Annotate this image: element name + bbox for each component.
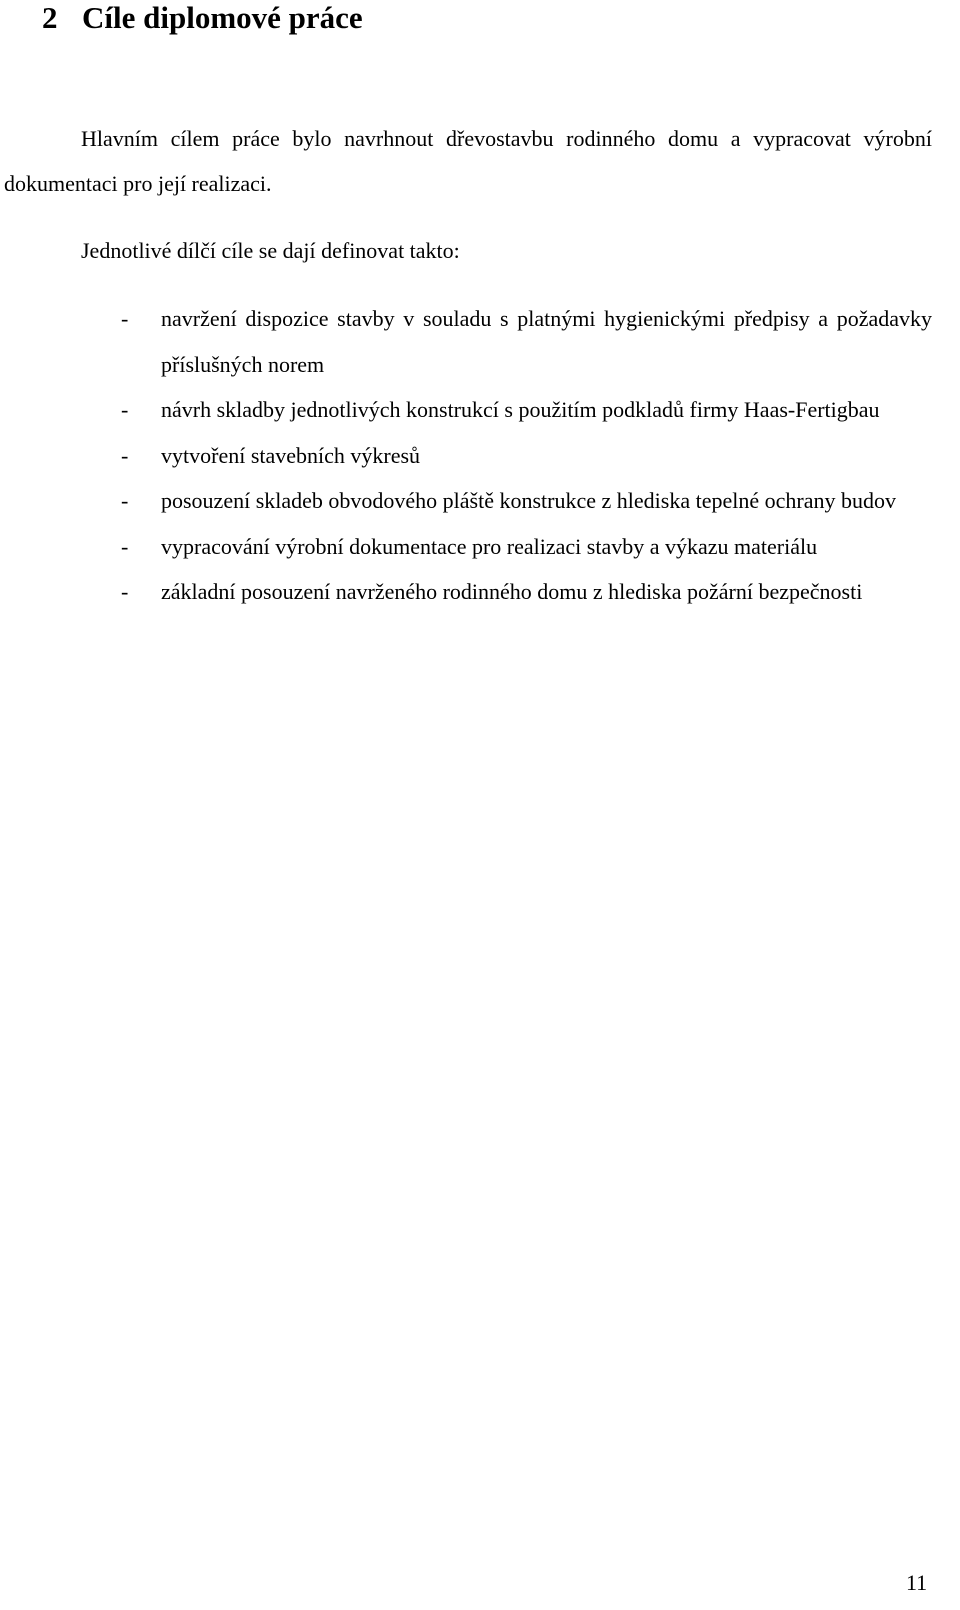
- bullet-dash: -: [121, 579, 129, 604]
- list-item: [0, 296, 932, 387]
- bullet-dash: -: [121, 533, 129, 559]
- list-item-text: základní posouzení navrženého rodinného domu z hlediska požární bezpečnosti: [161, 579, 863, 604]
- list-item: [0, 433, 932, 479]
- bullet-dash: -: [121, 488, 129, 513]
- list-item: [0, 569, 932, 615]
- list-item: [0, 524, 932, 570]
- sub-goals-intro: Jednotlivé dílčí cíle se dají definovat takto:: [81, 238, 460, 263]
- list-item-text: navržení dispozice stavby v souladu s platnými hygienickými předpisy a požadavky příslušných norem: [161, 306, 932, 377]
- list-item: [0, 478, 932, 524]
- list-item-text: návrh skladby jednotlivých konstrukcí s použitím podkladů firmy Haas-Fertigbau: [161, 397, 880, 422]
- main-goal-paragraph: Hlavním cílem práce bylo navrhnout dřevostavbu rodinného domu a vypracovat výrobní dokumentaci pro její realizaci.: [4, 126, 932, 196]
- list-item-text: vypracování výrobní dokumentace pro realizaci stavby a výkazu materiálu: [161, 533, 818, 559]
- goals-list: [0, 296, 960, 615]
- list-item: [0, 387, 932, 433]
- page-number: 11: [906, 1570, 928, 1595]
- list-item-text: vytvoření stavebních výkresů: [161, 442, 421, 468]
- bullet-dash: -: [121, 442, 129, 468]
- bullet-dash: -: [121, 306, 129, 331]
- chapter-number: 2: [42, 0, 58, 35]
- chapter-title: Cíle diplomové práce: [82, 0, 363, 35]
- list-item-text: posouzení skladeb obvodového pláště konstrukce z hlediska tepelné ochrany budov: [161, 488, 896, 513]
- chapter-heading: [42, 0, 363, 36]
- bullet-dash: -: [121, 397, 129, 422]
